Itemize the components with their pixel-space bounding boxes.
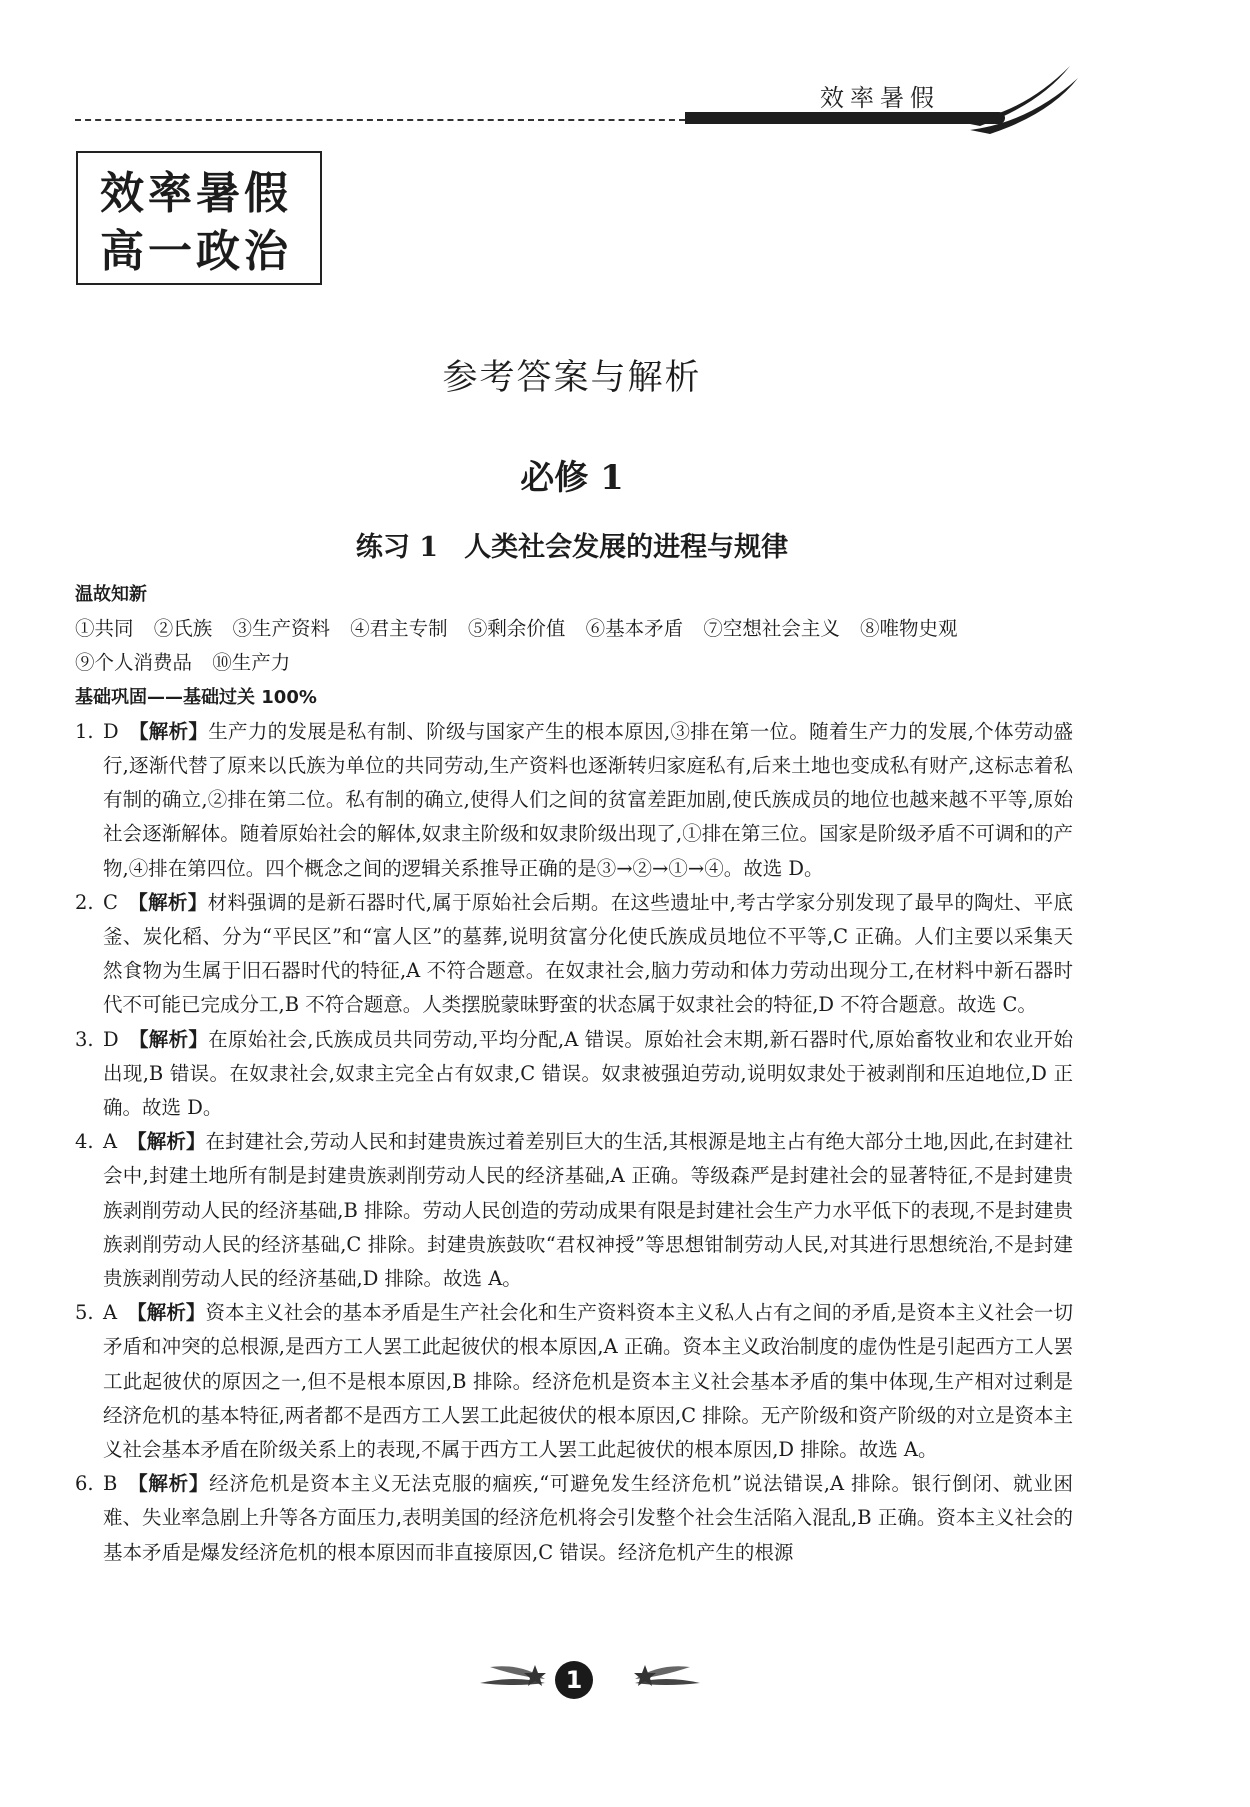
analysis-tag: 【解析】 — [127, 1301, 206, 1325]
main-heading: 参考答案与解析 — [442, 358, 702, 398]
analysis-tag: 【解析】 — [127, 890, 208, 914]
analysis-tag: 【解析】 — [128, 1027, 209, 1051]
item-answer: A — [103, 1301, 118, 1325]
analysis-tag: 【解析】 — [127, 1130, 206, 1154]
answer-item-4 — [75, 1125, 1073, 1296]
module-heading: 必修 1 — [520, 458, 624, 498]
term: ③生产资料 — [232, 617, 330, 641]
header-dashed-rule — [75, 119, 685, 121]
item-answer: D — [103, 1027, 119, 1051]
title-line-2: 高一政治 — [100, 226, 292, 277]
item-number: 4. — [75, 1130, 94, 1154]
title-line-1: 效率暑假 — [100, 168, 292, 219]
item-text: 生产力的发展是私有制、阶级与国家产生的根本原因,③排在第一位。随着生产力的发展,个体劳动盛行,逐渐代替了原来以氏族为单位的共同劳动,生产资料也逐渐转归家庭私有,后来土地也变成私有财产,这标志着私有制的确立,②排在第二位。私有制的确立,使得人们之间的贫富差距加剧,使氏族成员的地位也越来越不平等,原始社会逐渐解体。随着原始社会的解体,奴隶主阶级和奴隶阶级出现了,①排在第三位。国家是阶级矛盾不可调和的产物,④排在第四位。四个概念之间的逻辑关系推导正确的是③→②→①→④。故选 D。 — [103, 719, 1073, 880]
item-answer: A — [103, 1130, 118, 1154]
item-text: 在原始社会,氏族成员共同劳动,平均分配,A 错误。原始社会末期,新石器时代,原始畜牧业和农业开始出现,B 错误。在奴隶社会,奴隶主完全占有奴隶,C 错误。奴隶被强迫劳动,说明奴隶处于被剥削和压迫地位,D 正确。故选 D。 — [103, 1027, 1073, 1120]
term: ⑥基本矛盾 — [585, 617, 684, 641]
header-bar — [685, 112, 1005, 124]
term: ⑦空想社会主义 — [703, 617, 840, 641]
item-answer: B — [103, 1472, 118, 1496]
exercise-title: 人类社会发展的进程与规律 — [464, 532, 789, 563]
item-answer: D — [103, 719, 119, 743]
term: ②氏族 — [153, 617, 213, 641]
item-text: 材料强调的是新石器时代,属于原始社会后期。在这些遗址中,考古学家分别发现了最早的陶灶、平底釜、炭化稻、分为“平民区”和“富人区”的墓葬,说明贫富分化使氏族成员地位不平等,C 正确。人们主要以采集天然食物为生属于旧石器时代的特征,A 不符合题意。在奴隶社会,脑力劳动和体力劳动出现分工,在材料中新石器时代不可能已完成分工,B 不符合题意。人类摆脱蒙昧野蛮的状态属于奴隶社会的特征,D 不符合题意。故选 C。 — [103, 890, 1073, 1017]
title-box — [76, 151, 322, 285]
answer-item-6 — [75, 1467, 1073, 1570]
item-number: 5. — [75, 1301, 94, 1325]
item-text: 资本主义社会的基本矛盾是生产社会化和生产资料资本主义私人占有之间的矛盾,是资本主义社会一切矛盾和冲突的总根源,是西方工人罢工此起彼伏的根本原因,A 正确。资本主义政治制度的虚伪性是引起西方工人罢工此起彼伏的原因之一,但不是根本原因,B 排除。经济危机是资本主义社会基本矛盾的集中体现,生产相对过剩是经济危机的基本特征,两者都不是西方工人罢工此起彼伏的根本原因,C 排除。无产阶级和资产阶级的对立是资本主义社会基本矛盾在阶级关系上的表现,不属于西方工人罢工此起彼伏的根本原因,D 排除。故选 A。 — [103, 1301, 1073, 1462]
term: ⑧唯物史观 — [860, 617, 958, 641]
answer-item-5 — [75, 1296, 1073, 1467]
exercise-number: 练习 1 — [355, 532, 439, 563]
term: ①共同 — [75, 617, 134, 641]
analysis-tag: 【解析】 — [128, 719, 209, 743]
item-text: 在封建社会,劳动人民和封建贵族过着差别巨大的生活,其根源是地主占有绝大部分土地,因此,在封建社会中,封建土地所有制是封建贵族剥削劳动人民的经济基础,A 正确。等级森严是封建社会的显著特征,不是封建贵族剥削劳动人民的经济基础,B 排除。劳动人民创造的劳动成果有限是封建社会生产力水平低下的表现,不是封建贵族剥削劳动人民的经济基础,C 排除。封建贵族鼓吹“君权神授”等思想钳制劳动人民,对其进行思想统治,不是封建贵族剥削劳动人民的经济基础,D 排除。故选 A。 — [103, 1130, 1073, 1291]
item-number: 1. — [75, 719, 94, 743]
review-terms — [75, 612, 1073, 680]
answer-content — [75, 578, 1073, 1570]
answer-item-3 — [75, 1023, 1073, 1126]
term: ⑤剩余价值 — [467, 617, 566, 641]
term: ⑩生产力 — [212, 651, 291, 675]
running-title: 效率暑假 — [820, 84, 940, 112]
answer-item-2 — [75, 886, 1073, 1023]
exercise-heading — [0, 525, 1144, 564]
term: ⑨个人消费品 — [75, 651, 193, 675]
answer-item-1 — [75, 715, 1073, 886]
item-text: 经济危机是资本主义无法克服的痼疾,“可避免发生经济危机”说法错误,A 排除。银行倒闭、就业困难、失业率急剧上升等各方面压力,表明美国的经济危机将会引发整个社会生活陷入混乱,B 正确。资本主义社会的基本矛盾是爆发经济危机的根本原因而非直接原因,C 错误。经济危机产生的根源 — [103, 1472, 1073, 1564]
basics-heading: 基础巩固——基础过关 100% — [75, 686, 317, 708]
header-swoosh-icon — [960, 64, 1080, 134]
item-number: 2. — [75, 890, 94, 914]
item-number: 6. — [75, 1472, 94, 1496]
item-answer: C — [103, 890, 118, 914]
term: ④君主专制 — [350, 617, 448, 641]
page-number: 1 — [555, 1661, 593, 1699]
item-number: 3. — [75, 1027, 94, 1051]
review-heading: 温故知新 — [75, 584, 147, 605]
analysis-tag: 【解析】 — [127, 1472, 210, 1496]
